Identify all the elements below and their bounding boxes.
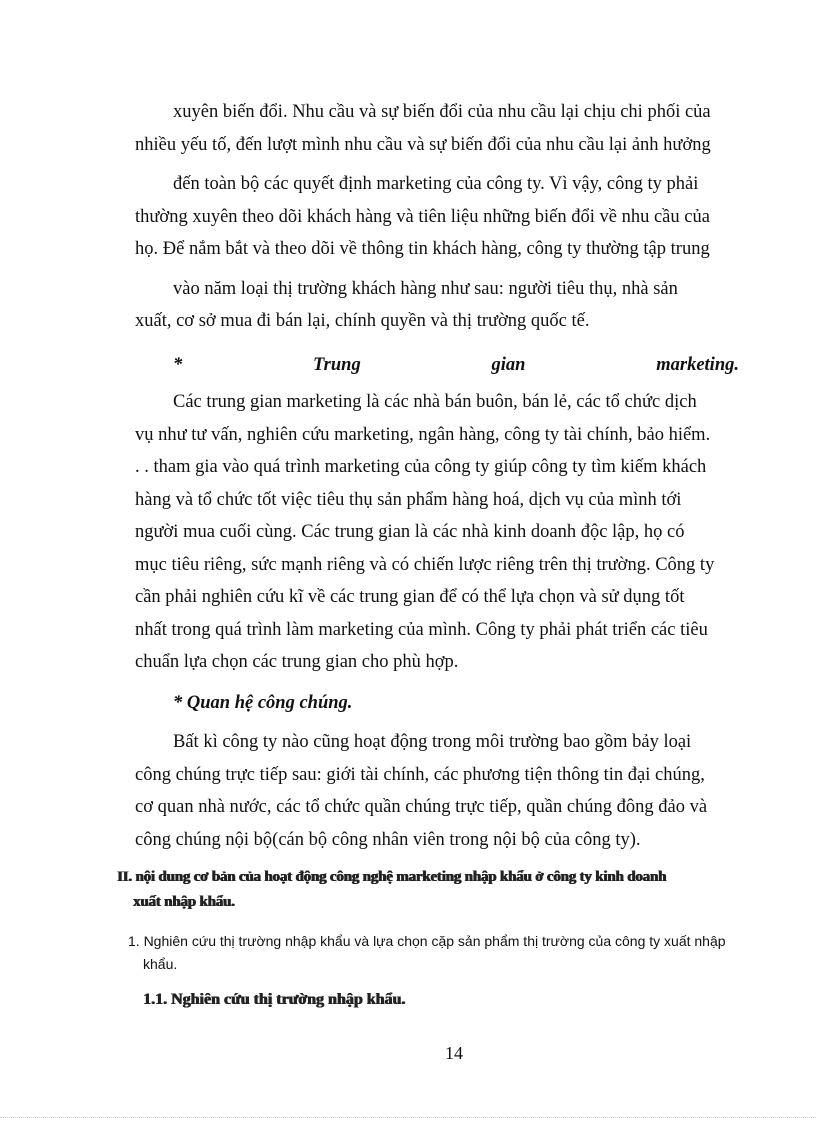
text-line: công chúng nội bộ(cán bộ công nhân viên trong nội bộ của công ty). [135, 829, 641, 850]
paragraph-publics [135, 726, 739, 856]
section-heading-line: xuất nhập khẩu. [133, 894, 235, 910]
heading-marketing-intermediaries [173, 349, 739, 381]
text-line: cần phải nghiên cứu kĩ về các trung gian để có thể lựa chọn và sử dụng tốt [135, 587, 685, 607]
text-line: xuyên biến đổi. Nhu cầu và sự biến đổi của nhu cầu lại chịu chi phối của [173, 102, 711, 122]
section-heading-line: II. nội dung cơ bản của hoạt động công nghệ marketing nhập khẩu ở công ty kinh doanh [117, 869, 667, 885]
paragraph-customers [135, 96, 739, 338]
text-line: cơ quan nhà nước, các tổ chức quần chúng trực tiếp, quần chúng đông đảo và [135, 797, 708, 817]
text-line: thường xuyên theo dõi khách hàng và tiên liệu những biến đổi về nhu cầu của [135, 206, 710, 227]
text-line: Bất kì công ty nào cũng hoạt động trong môi trường bao gồm bảy loại [173, 732, 692, 752]
heading-word: Trung [313, 355, 361, 375]
sub-heading: 1.1. Nghiên cứu thị trường nhập khẩu. [143, 991, 406, 1008]
text-line: nhiều yếu tố, đến lượt mình nhu cầu và sự biến đổi của nhu cầu lại ảnh hưởng [135, 134, 711, 155]
text-line: đến toàn bộ các quyết định marketing của công ty. Vì vậy, công ty phải [173, 174, 699, 194]
text-line: mục tiêu riêng, sức mạnh riêng và có chiến lược riêng trên thị trường. Công ty [135, 554, 715, 575]
text-line: chuẩn lựa chọn các trung gian cho phù hợp. [135, 652, 459, 672]
heading-public-relations: * Quan hệ công chúng. [173, 693, 353, 713]
paragraph-intermediaries [135, 386, 739, 679]
text-line: . . tham gia vào quá trình marketing của công ty giúp công ty tìm kiếm khách [135, 457, 707, 477]
numbered-item-line: 1. Nghiên cứu thị trường nhập khẩu và lựa chọn cặp sản phẩm thị trường của công ty xuất nhập [128, 933, 726, 949]
numbered-item-line: khẩu. [143, 956, 178, 972]
text-line: người mua cuối cùng. Các trung gian là các nhà kinh doanh độc lập, họ có [135, 522, 685, 542]
section-heading [117, 865, 741, 915]
page-number: 14 [445, 1043, 463, 1063]
text-line: nhất trong quá trình làm marketing của mình. Công ty phải phát triển các tiêu [135, 619, 708, 640]
heading-word: * [173, 355, 183, 375]
text-line: vào năm loại thị trường khách hàng như sau: người tiêu thụ, nhà sản [173, 278, 678, 299]
heading-word: marketing. [656, 355, 739, 375]
numbered-item [128, 930, 740, 976]
page-bottom-divider [0, 1117, 816, 1118]
text-line: họ. Để nắm bắt và theo dõi về thông tin khách hàng, công ty thường tập trung [135, 239, 710, 259]
heading-word: gian [491, 355, 526, 375]
text-line: hàng và tổ chức tốt việc tiêu thụ sản phẩm hàng hoá, dịch vụ của mình tới [135, 489, 682, 510]
text-line: vụ như tư vấn, nghiên cứu marketing, ngân hàng, công ty tài chính, bảo hiểm. [135, 424, 711, 445]
text-line: công chúng trực tiếp sau: giới tài chính, các phương tiện thông tin đại chúng, [135, 764, 705, 785]
text-line: Các trung gian marketing là các nhà bán buôn, bán lẻ, các tổ chức dịch [173, 392, 697, 412]
text-line: xuất, cơ sở mua đi bán lại, chính quyền và thị trường quốc tế. [135, 311, 590, 331]
